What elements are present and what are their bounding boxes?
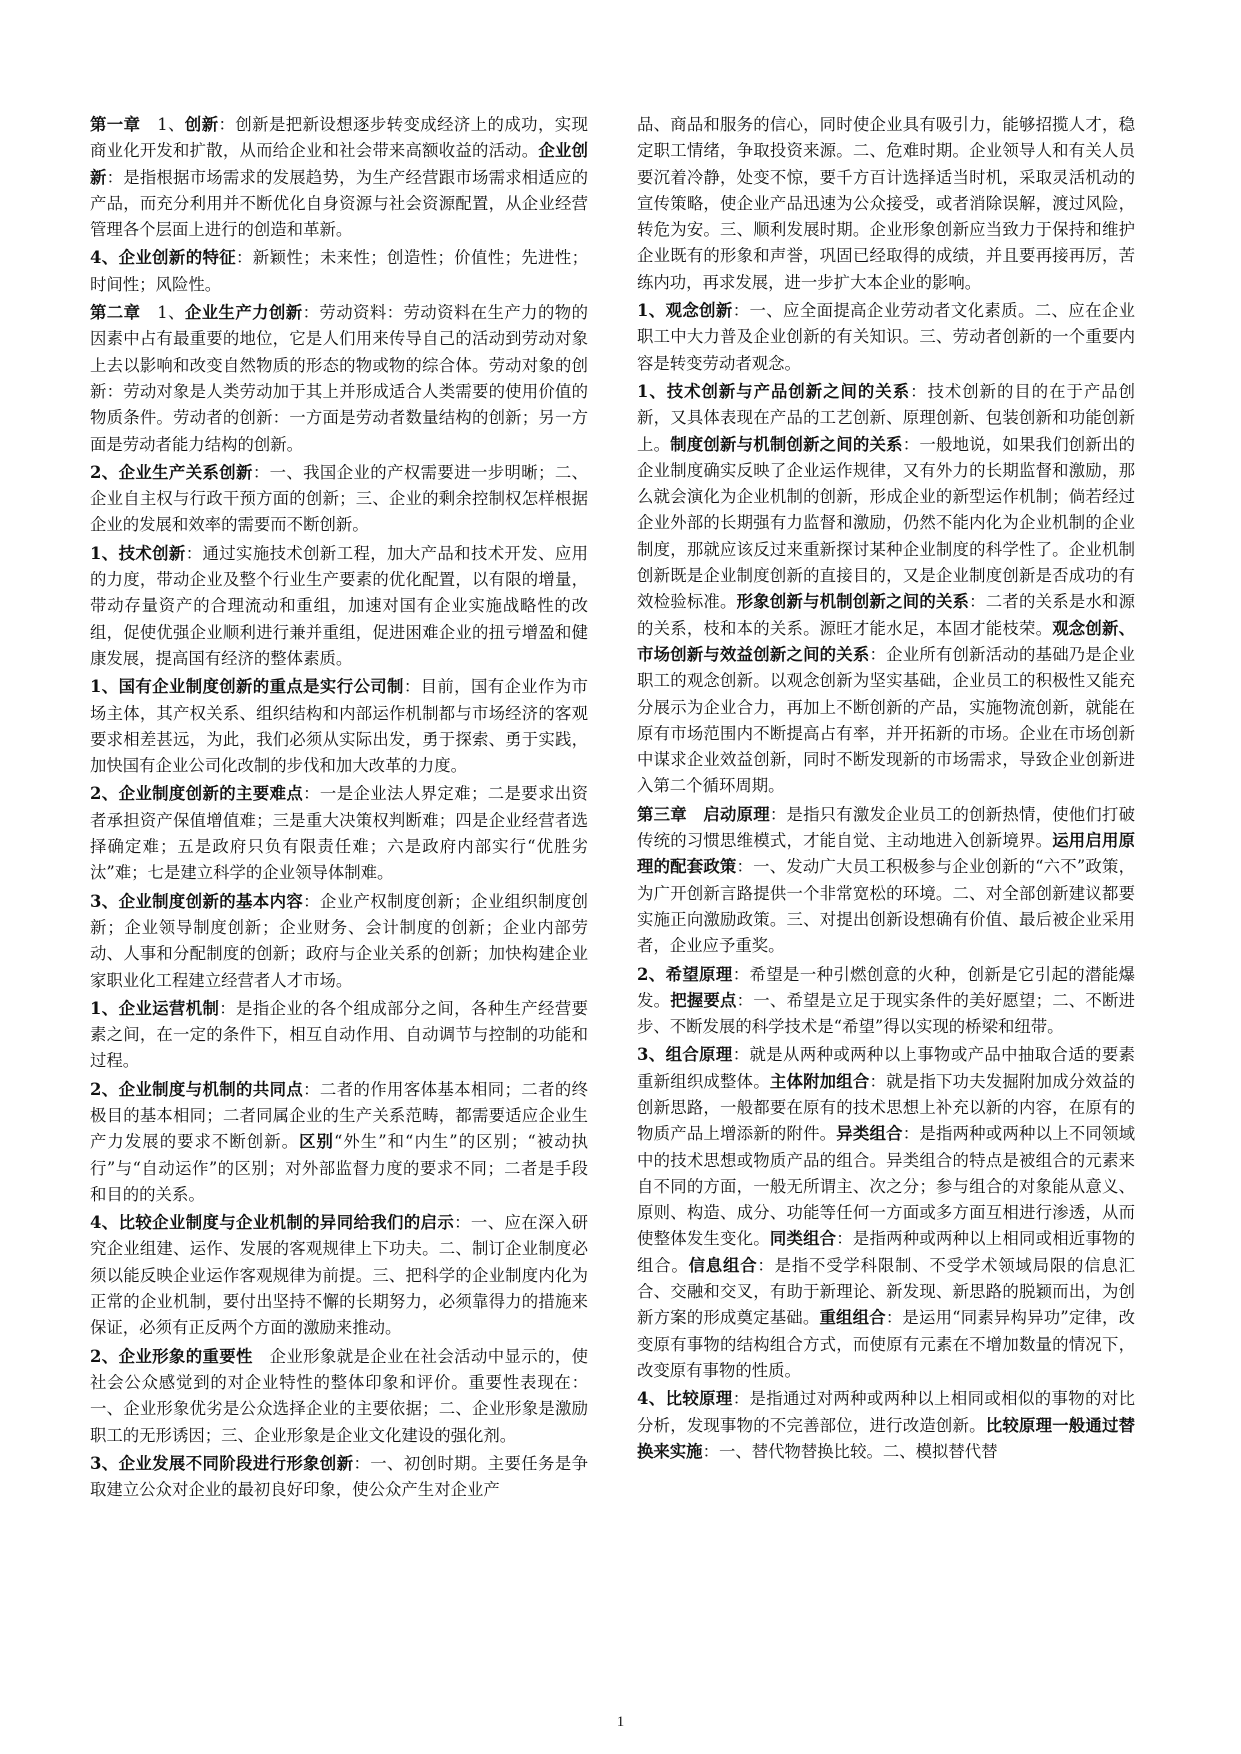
paragraph <box>90 889 588 994</box>
body-text: 品、商品和服务的信心，同时使企业具有吸引力，能够招揽人才，稳定职工情绪，争取投资来源。二、危难时期。企业领导人和有关人员要沉着冷静，处变不惊，要千方百计选择适当时机，采取灵活机动的宣传策略，使企业产品迅速为公众接受，或者消除误解，渡过风险，转危为安。三、顺利发展时期。企业形象创新应当致力于保持和维护企业既有的形象和声誉，巩固已经取得的成绩，并且要再接再厉，苦练内功，再求发展，进一步扩大本企业的影响。 <box>637 115 1135 292</box>
bold-term: 制度创新与机制创新之间的关系 <box>670 434 903 454</box>
body-text: ：一、应在深入研究企业组建、运作、发展的客观规律上下功夫。二、制订企业制度必须以能反映企业运作客观规律为前提。三、把科学的企业制度内化为正常的企业机制，要付出坚持不懈的长期努力，必须靠得力的措施来保证，必须有正反两个方面的激励来推动。 <box>90 1213 589 1338</box>
bold-term: 信息组合 <box>688 1255 758 1275</box>
bold-term: 异类组合 <box>836 1124 903 1144</box>
page-number: 1 <box>616 1714 625 1730</box>
paragraph <box>637 112 1135 296</box>
bold-term: 创新 <box>184 115 219 134</box>
bold-term: 3、企业制度创新的基本内容 <box>90 891 304 911</box>
body-text: ：二者的作用客体基本相同；二者的终极目的基本相同；二者同属企业的生产关系范畴，都需要适应企业生产力发展的要求不断创新。 <box>90 1079 589 1152</box>
paragraph <box>637 802 1135 960</box>
body-text: ：希望是一种引燃创意的火种，创新是它引起的潜能爆发。 <box>637 964 1136 1010</box>
body-text: ：一般地说，如果我们创新出的企业制度确实反映了企业运作规律，又有外力的长期监督和激励，那么就会演化为企业机制的创新，形成企业的新型运作机制；倘若经过企业外部的长期强有力监督和激励，仍然不能内化为企业机制的企业制度，那就应该反过来重新探讨某种企业制度的科学性了。企业机制创新既是企业制度创新的直接目的，又是企业制度创新是否成功的有效检验标准。 <box>637 434 1136 612</box>
paragraph <box>90 1077 588 1208</box>
paragraph <box>90 541 588 672</box>
bold-term: 1、企业运营机制 <box>90 998 220 1018</box>
paragraph <box>90 1451 588 1504</box>
bold-term: 比较原理一般通过替换来实施 <box>637 1415 1136 1461</box>
bold-term: 把握要点 <box>670 990 737 1010</box>
paragraph <box>90 1210 588 1341</box>
paragraph <box>90 781 588 886</box>
bold-term: 1、国有企业制度创新的重点是实行公司制 <box>90 677 404 697</box>
bold-term: 1、技术创新 <box>90 543 186 563</box>
body-text: ：通过实施技术创新工程，加大产品和技术开发、应用的力度，带动企业及整个行业生产要素的优化配置，以有限的增量，带动存量资产的合理流动和重组，加速对国有企业实施战略性的改组，促使优强企业顺利进行兼并重组，促进困难企业的扭亏增盈和健康发展，提高国有经济的整体素质。 <box>90 543 589 668</box>
paragraph <box>637 298 1135 377</box>
bold-term: 第一章 <box>90 115 141 134</box>
paragraph <box>637 1042 1135 1384</box>
paragraph <box>637 379 1135 800</box>
body-text: ：企业产权制度创新；企业组织制度创新；企业领导制度创新；企业财务、会计制度的创新；企业内部劳动、人事和分配制度的创新；政府与企业关系的创新；加快构建企业家职业化工程建立经营者人才市场。 <box>90 891 589 990</box>
body-text: ：是指只有激发企业员工的创新热情，使他们打破传统的习惯思维模式，才能自觉、主动地进入创新境界。 <box>637 804 1136 851</box>
bold-term: 第二章 <box>90 303 141 323</box>
bold-term: 企业创新 <box>90 141 589 187</box>
body-text: ：一、发动广大员工积极参与企业创新的“六不”政策，为广开创新言路提供一个非常宽松的环境。二、对全部创新建议都要实施正向激励政策。三、对提出创新设想确有价值、最后被企业采用者，企业应予重奖。 <box>637 857 1135 956</box>
paragraph <box>90 1344 588 1449</box>
bold-term: 3、组合原理 <box>637 1045 733 1065</box>
bold-term: 主体附加组合 <box>769 1071 870 1091</box>
body-text: ：目前，国有企业作为市场主体，其产权关系、组织结构和内部运作机制都与市场经济的客观要求相差甚远，为此，我们必须从实际出发，勇于探索、勇于实践，加快国有企业公司化改制的步伐和加大改革的力度。 <box>90 677 589 776</box>
body-text: ：就是从两种或两种以上事物或产品中抽取合适的要素重新组织成整体。 <box>637 1045 1136 1091</box>
bold-term: 1、观念创新 <box>637 301 733 321</box>
body-text: ：一、初创时期。主要任务是争取建立公众对企业的最初良好印象，使公众产生对企业产 <box>90 1453 589 1500</box>
bold-term: 2、企业生产关系创新 <box>90 462 253 482</box>
body-text: ：企业所有创新活动的基础乃是企业职工的观念创新。以观念创新为坚实基础，企业员工的积极性又能充分展示为企业合力，再加上不断创新的产品，实施物流创新，就能在原有市场范围内不断提高占有率，并开拓新的市场。企业在市场创新中谋求企业效益创新，同时不断发现新的市场需求，导致企业创新进入第二个循环周期。 <box>637 644 1136 796</box>
paragraph <box>90 460 588 539</box>
paragraph <box>90 245 588 298</box>
body-text: ：是指企业的各个组成部分之间，各种生产经营要素之间，在一定的条件下，相互自动作用、自动调节与控制的功能和过程。 <box>90 998 589 1071</box>
paragraph <box>90 112 588 243</box>
body-text: ：一、替代物替换比较。二、模拟替代替 <box>702 1441 998 1461</box>
body-text: ：一、希望是立足于现实条件的美好愿望；二、不断进步、不断发展的科学技术是“希望”得以实现的桥梁和纽带。 <box>637 990 1136 1037</box>
bold-term: 观念创新、市场创新与效益创新之间的关系 <box>637 618 1136 664</box>
body-text: ：是指不受学科限制、不受学术领域局限的信息汇合、交融和交叉，有助于新理论、新发现、新思路的脱颖而出，为创新方案的形成奠定基础。 <box>637 1255 1136 1328</box>
bold-term: 第三章 启动原理 <box>637 804 770 824</box>
right-column <box>637 112 1135 1467</box>
paragraph <box>90 996 588 1075</box>
bold-term: 2、希望原理 <box>637 964 733 984</box>
body-text: 1、 <box>140 303 185 323</box>
body-text: “外生”和“内生”的区别；“被动执行”与“自动运作”的区别；对外部监督力度的要求不同；二者是手段和目的的关系。 <box>90 1132 589 1204</box>
bold-term: 形象创新与机制创新之间的关系 <box>736 592 970 612</box>
bold-term: 1、技术创新与产品创新之间的关系 <box>637 381 911 401</box>
body-text: ：是指两种或两种以上相同或相近事物的组合。 <box>637 1229 1136 1275</box>
body-text: ：新颖性；未来性；创造性；价值性；先进性；时间性；风险性。 <box>90 248 589 294</box>
body-text: ：就是指下功夫发掘附加成分效益的创新思路，一般都要在原有的技术思想上补充以新的内容，在原有的物质产品上增添新的附件。 <box>637 1071 1136 1144</box>
bold-term: 4、比较企业制度与企业机制的异同给我们的启示 <box>90 1213 455 1233</box>
bold-term: 企业生产力创新 <box>184 303 303 323</box>
bold-term: 运用启用原理的配套政策 <box>637 831 1136 877</box>
paragraph <box>637 1386 1135 1465</box>
body-text: ：劳动资料：劳动资料在生产力的物的因素中占有最重要的地位，它是人们用来传导自己的活动到劳动对象上去以影响和改变自然物质的形态的物或物的综合体。劳动对象的创新：劳动对象是人类劳动加于其上并形成适合人类需要的使用价值的物质条件。劳动者的创新：一方面是劳动者数量结构的创新；另一方面是劳动者能力结构的创新。 <box>90 303 588 454</box>
bold-term: 同类组合 <box>769 1229 837 1249</box>
bold-term: 4、比较原理 <box>637 1389 733 1409</box>
body-text: ：是指根据市场需求的发展趋势，为生产经营跟市场需求相适应的产品，而充分利用并不断优化自身资源与社会资源配置，从企业经营管理各个层面上进行的创造和革新。 <box>90 167 589 240</box>
body-text: ：是运用“同素异构异功”定律，改变原有事物的结构组合方式，而使原有元素在不增加数量的情况下，改变原有事物的性质。 <box>637 1308 1136 1380</box>
bold-term: 3、企业发展不同阶段进行形象创新 <box>90 1453 354 1473</box>
bold-term: 2、企业制度与机制的共同点 <box>90 1079 304 1099</box>
body-text: ：创新是把新设想逐步转变成经济上的成功，实现商业化开发和扩散，从而给企业和社会带来高额收益的活动。 <box>90 115 588 161</box>
bold-term: 区别 <box>299 1132 334 1152</box>
body-text: 企业形象就是企业在社会活动中显示的，使社会公众感觉到的对企业特性的整体印象和评价。重要性表现在：一、企业形象优劣是公众选择企业的主要依据；二、企业形象是激励职工的无形诱因；三、企业形象是企业文化建设的强化剂。 <box>90 1346 589 1445</box>
body-text: ：是指通过对两种或两种以上相同或相似的事物的对比分析，发现事物的不完善部位，进行改造创新。 <box>637 1389 1136 1435</box>
paragraph <box>637 962 1135 1041</box>
body-text: ：一、应全面提高企业劳动者文化素质。二、应在企业职工中大力普及企业创新的有关知识。三、劳动者创新的一个重要内容是转变劳动者观念。 <box>637 301 1136 373</box>
left-column <box>90 112 588 1505</box>
body-text: ：一是企业法人界定难；二是要求出资者承担资产保值增值难；三是重大决策权判断难；四是企业经营者选择确定难；五是政府只负有限责任难；六是政府内部实行“优胜劣汰”难；七是建立科学的企业领导体制难。 <box>90 784 589 883</box>
paragraph <box>90 674 588 779</box>
body-text: ：是指两种或两种以上不同领域中的技术思想或物质产品的组合。异类组合的特点是被组合的元素来自不同的方面，一般无所谓主、次之分；参与组合的对象能从意义、原则、构造、成分、功能等任何一方面或多方面互相进行渗透，从而使整体发生变化。 <box>637 1124 1136 1249</box>
bold-term: 4、企业创新的特征 <box>90 248 237 268</box>
body-text: ：二者的关系是水和源的关系，枝和本的关系。源旺才能水足，本固才能枝荣。 <box>637 592 1136 638</box>
paragraph <box>90 300 588 458</box>
body-text: ：技术创新的目的在于产品创新，又具体表现在产品的工艺创新、原理创新、包装创新和功能创新上。 <box>637 381 1136 454</box>
bold-term: 重组组合 <box>819 1308 886 1328</box>
body-text: 1、 <box>140 115 185 134</box>
body-text: ：一、我国企业的产权需要进一步明晰；二、企业自主权与行政干预方面的创新；三、企业的剩余控制权怎样根据企业的发展和效率的需要而不断创新。 <box>90 462 589 535</box>
bold-term: 2、企业形象的重要性 <box>90 1346 253 1366</box>
bold-term: 2、企业制度创新的主要难点 <box>90 784 304 804</box>
